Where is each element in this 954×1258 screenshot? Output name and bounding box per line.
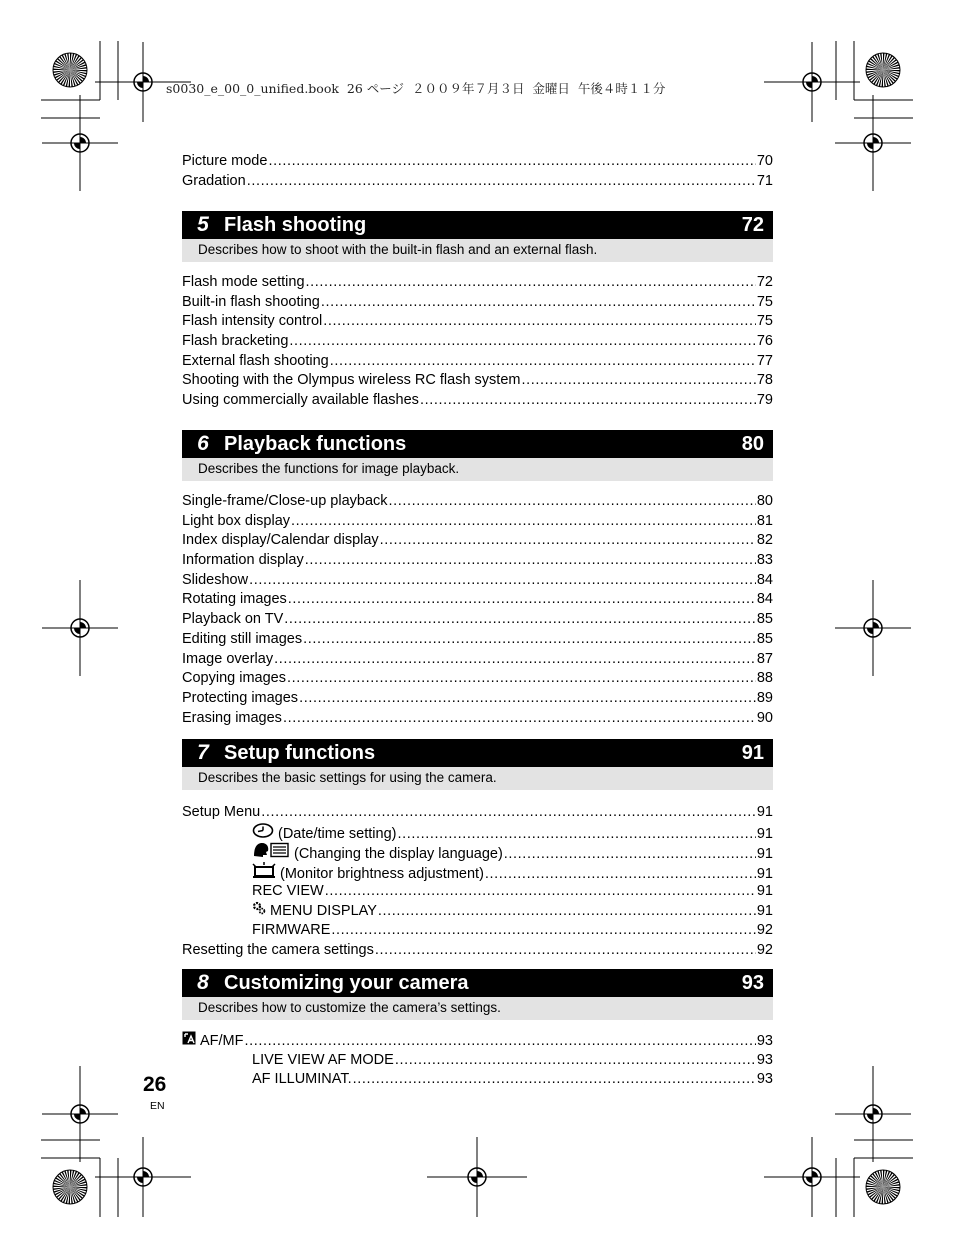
registration-mark <box>835 1066 911 1162</box>
toc-entry[interactable]: Resetting the camera settings ..... 92 <box>182 941 773 961</box>
starburst-target <box>866 1170 900 1204</box>
toc-entry[interactable]: Using commercially available flashes ..... 79 <box>182 391 773 411</box>
chapter-title[interactable]: Setup functions <box>224 741 376 764</box>
chapter-7-entries <box>182 803 773 961</box>
chapter-description: Describes how to customize the camera’s settings. <box>182 997 773 1020</box>
toc-entry[interactable]: FIRMWARE ..... 92 <box>182 921 773 941</box>
starburst-target <box>53 1170 87 1204</box>
toc-entry[interactable]: Index display/Calendar display ..... 82 <box>182 531 773 551</box>
custom-menu-icon <box>252 901 266 922</box>
registration-mark <box>764 42 860 122</box>
toc-entry[interactable]: MENU DISPLAY ..... 91 <box>182 901 773 921</box>
toc-entry[interactable]: REC VIEW ..... 91 <box>182 882 773 902</box>
chapter-7-header: 7 Setup functions 91 Describes the basic settings for using the camera. <box>182 739 773 790</box>
toc-entry[interactable]: Image overlay ..... 87 <box>182 650 773 670</box>
toc-entry[interactable]: Rotating images ..... 84 <box>182 590 773 610</box>
chapter-description: Describes the functions for image playback. <box>182 458 773 481</box>
toc-entry[interactable]: Editing still images ..... 85 <box>182 630 773 650</box>
toc-entry[interactable]: (Changing the display language) ..... 91 <box>182 842 773 862</box>
chapter-5-entries <box>182 273 773 411</box>
clock-icon <box>252 823 274 845</box>
chapter-description: Describes how to shoot with the built-in flash and an external flash. <box>182 239 773 262</box>
language-code: EN <box>150 1100 165 1112</box>
toc-entry[interactable]: Protecting images ..... 89 <box>182 689 773 709</box>
toc-entry[interactable]: AF ILLUMINAT. ..... 93 <box>182 1070 773 1090</box>
toc-entry[interactable]: Setup Menu ..... 91 <box>182 803 773 823</box>
registration-mark <box>835 580 911 676</box>
toc-entry[interactable]: Flash mode setting ..... 72 <box>182 273 773 293</box>
toc-entry[interactable]: (Monitor brightness adjustment) ..... 91 <box>182 862 773 882</box>
chapter-8-entries <box>182 1031 773 1090</box>
toc-entry[interactable]: Copying images ..... 88 <box>182 669 773 689</box>
toc-entry[interactable]: Gradation ..... 71 <box>182 172 773 192</box>
registration-mark <box>42 1066 118 1162</box>
af-custom-icon <box>182 1031 196 1052</box>
print-header: s0030_e_00_0_unified.book 26 ページ ２００９年７月３日 金曜日 午後４時１１分 <box>166 81 666 96</box>
registration-mark <box>42 580 118 676</box>
toc-entry[interactable]: (Date/time setting) ..... 91 <box>182 823 773 843</box>
toc-entry[interactable]: Built-in flash shooting ..... 75 <box>182 293 773 313</box>
registration-mark <box>835 95 911 191</box>
toc-entry[interactable]: Flash intensity control ..... 75 <box>182 312 773 332</box>
toc-entry[interactable]: Shooting with the Olympus wireless RC flash system ..... 78 <box>182 371 773 391</box>
registration-mark <box>427 1137 527 1217</box>
registration-mark <box>42 95 118 191</box>
toc-entry[interactable]: Picture mode ..... 70 <box>182 152 773 172</box>
toc-entry[interactable]: Slideshow ..... 84 <box>182 571 773 591</box>
toc-entry[interactable]: Erasing images ..... 90 <box>182 709 773 729</box>
chapter-title[interactable]: Playback functions <box>224 432 407 455</box>
toc-entry[interactable]: Flash bracketing ..... 76 <box>182 332 773 352</box>
registration-mark <box>95 1137 191 1217</box>
registration-mark <box>764 1137 860 1217</box>
chapter-title[interactable]: Flash shooting <box>224 213 367 236</box>
toc-entry[interactable]: Playback on TV ..... 85 <box>182 610 773 630</box>
toc-entry[interactable]: LIVE VIEW AF MODE ..... 93 <box>182 1051 773 1071</box>
toc-entry[interactable]: AF/MF ..... 93 <box>182 1031 773 1051</box>
chapter-description: Describes the basic settings for using the camera. <box>182 767 773 790</box>
chapter-6-entries <box>182 492 773 728</box>
chapter-6-header: 6 Playback functions 80 Describes the functions for image playback. <box>182 430 773 481</box>
chapter-5-header: 5 Flash shooting 72 Describes how to shoot with the built-in flash and an external flash. <box>182 211 773 262</box>
toc-entry[interactable]: Single-frame/Close-up playback ..... 80 <box>182 492 773 512</box>
toc-entry[interactable]: Information display ..... 83 <box>182 551 773 571</box>
starburst-target <box>866 53 900 87</box>
chapter-title[interactable]: Customizing your camera <box>224 971 469 994</box>
top-entries <box>182 152 773 191</box>
starburst-target <box>53 53 87 87</box>
chapter-8-header: 8 Customizing your camera 93 Describes how to customize the camera’s settings. <box>182 969 773 1020</box>
page-number: 26 <box>143 1073 167 1096</box>
toc-entry[interactable]: External flash shooting ..... 77 <box>182 352 773 372</box>
toc-entry[interactable]: Light box display ..... 81 <box>182 512 773 532</box>
